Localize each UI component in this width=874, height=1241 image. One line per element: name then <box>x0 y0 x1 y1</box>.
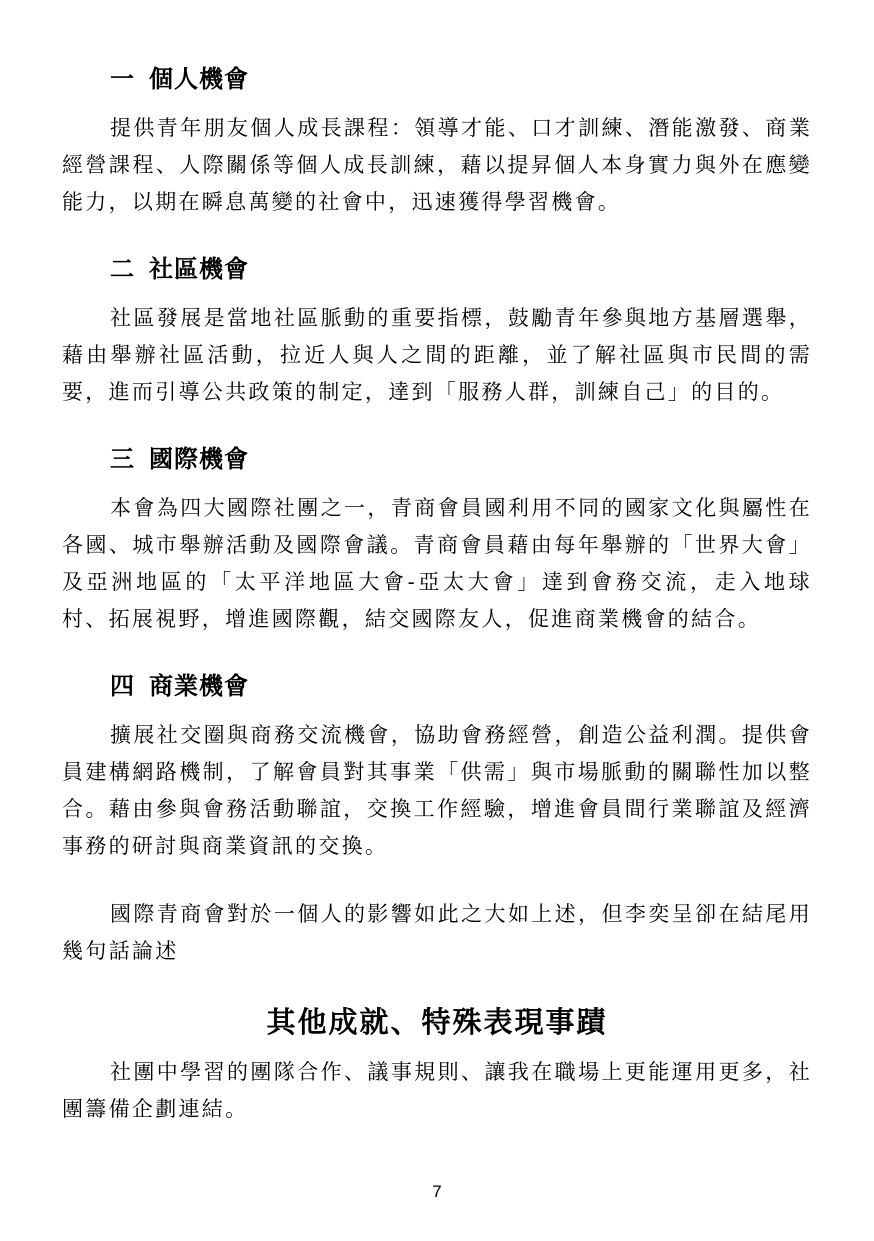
page-number: 7 <box>432 1182 442 1201</box>
section-title: 商業機會 <box>149 672 249 700</box>
section-heading <box>110 442 812 476</box>
section-number: 一 <box>110 65 135 93</box>
closing-paragraph: 國際青商會對於一個人的影響如此之大如上述，但李奕呈卻在結尾用幾句話論述 <box>62 902 812 963</box>
section-personal <box>62 62 812 221</box>
section-number: 二 <box>110 255 135 283</box>
document-page <box>62 62 812 1128</box>
section-title: 個人機會 <box>149 65 249 93</box>
section-body: 社區發展是當地社區脈動的重要指標，鼓勵青年參與地方基層選舉，藉由舉辦社區活動，拉近人與人之間的距離，並了解社區與市民間的需要，進而引導公共政策的制定，達到「服務人群，訓練自己」的目的。 <box>62 306 812 404</box>
section-heading <box>110 62 812 96</box>
section-business <box>62 669 812 865</box>
achievements-heading: 其他成就、特殊表現事蹟 <box>266 1005 608 1039</box>
section-number: 四 <box>110 672 135 700</box>
section-title: 國際機會 <box>149 445 249 473</box>
section-international <box>62 442 812 638</box>
section-number: 三 <box>110 445 135 473</box>
section-title: 社區機會 <box>149 255 249 283</box>
section-heading <box>110 669 812 703</box>
section-body: 本會為四大國際社團之一，青商會員國利用不同的國家文化與屬性在各國、城市舉辦活動及國際會議。青商會員藉由每年舉辦的「世界大會」及亞洲地區的「太平洋地區大會-亞太大會」達到會務交流，走入地球村、拓展視野，增進國際觀，結交國際友人，促進商業機會的結合。 <box>62 496 812 631</box>
achievements-body: 社團中學習的團隊合作、議事規則、讓我在職場上更能運用更多，社團籌備企劃連結。 <box>62 1060 812 1121</box>
section-body: 提供青年朋友個人成長課程：領導才能、口才訓練、潛能激發、商業經營課程、人際關係等個人成長訓練，藉以提昇個人本身實力與外在應變能力，以期在瞬息萬變的社會中，迅速獲得學習機會。 <box>62 116 812 214</box>
section-heading <box>110 252 812 286</box>
section-community <box>62 252 812 411</box>
section-body: 擴展社交圈與商務交流機會，協助會務經營，創造公益利潤。提供會員建構網路機制，了解會員對其事業「供需」與市場脈動的關聯性加以整合。藉由參與會務活動聯誼，交換工作經驗，增進會員間行業聯誼及經濟事務的研討與商業資訊的交換。 <box>62 723 812 858</box>
